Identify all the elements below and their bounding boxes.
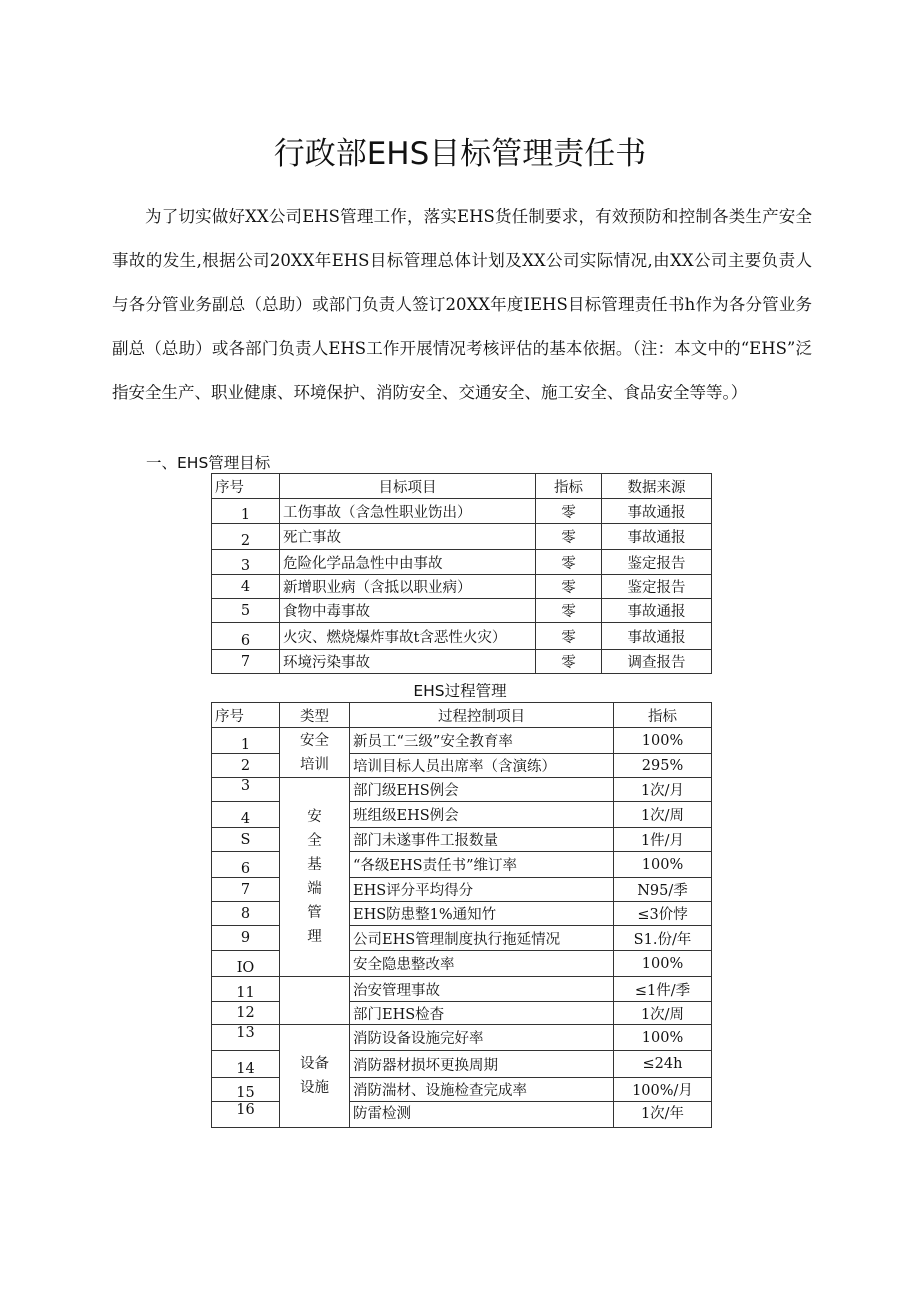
table-row	[212, 728, 712, 754]
type-text: 理	[307, 929, 322, 945]
process-item: 防雷检测	[350, 1102, 614, 1128]
type-cell-basic	[280, 778, 350, 977]
process-indicator: 1件/月	[614, 828, 712, 852]
process-item: 培训目标人员出席率（含演练）	[350, 754, 614, 778]
row-number: 4	[212, 802, 280, 828]
type-text: 全	[307, 833, 322, 849]
process-indicator: 1次/月	[614, 778, 712, 802]
row-number: 3	[212, 550, 280, 575]
document-title: 行政部EHS目标管理责任书	[273, 136, 647, 172]
data-source: 事故通报	[602, 499, 712, 524]
ehs-process-table	[211, 702, 712, 1128]
data-source: 鉴定报告	[602, 575, 712, 599]
type-text: 基	[307, 857, 322, 873]
target-indicator: 零	[536, 550, 602, 575]
process-item: 部门EHS检杳	[350, 1002, 614, 1025]
target-item: 火灾、燃烧爆炸事故t含恶性火灾）	[280, 623, 536, 650]
target-indicator: 零	[536, 650, 602, 674]
row-number: 1	[212, 499, 280, 524]
section1-heading: 一、EHS管理目标	[146, 454, 271, 472]
row-number: 14	[212, 1051, 280, 1078]
row-number: S	[212, 828, 280, 852]
row-number: 16	[212, 1102, 280, 1128]
table-header-cell: 指标	[536, 474, 602, 499]
row-number: 12	[212, 1002, 280, 1025]
target-item: 危险化学品急性中由事故	[280, 550, 536, 575]
row-number: 3	[212, 778, 280, 802]
row-number: 9	[212, 926, 280, 951]
table-row	[212, 575, 712, 599]
type-text: 设施	[300, 1080, 329, 1096]
table-header-cell: 数据来源	[602, 474, 712, 499]
process-indicator: 100%	[614, 1025, 712, 1051]
row-number: 7	[212, 878, 280, 902]
table-header-row	[212, 474, 712, 499]
process-item: 治安管理事故	[350, 977, 614, 1002]
row-number: 8	[212, 902, 280, 926]
process-indicator: ≤3价悖	[614, 902, 712, 926]
target-indicator: 零	[536, 575, 602, 599]
row-number: 2	[212, 524, 280, 550]
table-row	[212, 623, 712, 650]
table-row	[212, 778, 712, 802]
table-row	[212, 524, 712, 550]
ehs-target-table	[211, 473, 712, 674]
process-indicator: 100%	[614, 951, 712, 977]
target-item: 新增职业病（含抵以职业病）	[280, 575, 536, 599]
row-number: 13	[212, 1025, 280, 1051]
process-item: 消防湍材、设施检查完成率	[350, 1078, 614, 1102]
table-row	[212, 550, 712, 575]
process-item: 消防设备设施完好率	[350, 1025, 614, 1051]
table-row	[212, 977, 712, 1002]
process-item: 部门未遂事件工报数量	[350, 828, 614, 852]
type-cell-training	[280, 728, 350, 778]
process-indicator: 1次/周	[614, 1002, 712, 1025]
table-row	[212, 1025, 712, 1051]
type-text: 安	[307, 809, 322, 825]
process-item: 班组级EHS例会	[350, 802, 614, 828]
type-cell-empty	[280, 977, 350, 1025]
process-indicator: 100%	[614, 728, 712, 754]
process-indicator: S1.份/年	[614, 926, 712, 951]
data-source: 调查报告	[602, 650, 712, 674]
process-indicator: 295%	[614, 754, 712, 778]
row-number: IO	[212, 951, 280, 977]
data-source: 事故通报	[602, 524, 712, 550]
table-header-cell: 过程控制项目	[350, 703, 614, 728]
row-number: 4	[212, 575, 280, 599]
table-row	[212, 599, 712, 623]
process-indicator: 100%	[614, 852, 712, 878]
section2-heading: EHS过程管理	[413, 682, 507, 700]
process-item: EHS评分平均得分	[350, 878, 614, 902]
type-text: 设备	[300, 1056, 329, 1072]
table-header-cell: 类型	[280, 703, 350, 728]
target-item: 环境污染事故	[280, 650, 536, 674]
table-row	[212, 499, 712, 524]
target-indicator: 零	[536, 524, 602, 550]
process-item: “各级EHS责任书”维订率	[350, 852, 614, 878]
process-indicator: ≤1件/季	[614, 977, 712, 1002]
table-row	[212, 650, 712, 674]
data-source: 鉴定报告	[602, 550, 712, 575]
row-number: 11	[212, 977, 280, 1002]
process-item: 公司EHS管理制度执行拖延情况	[350, 926, 614, 951]
target-item: 死亡事故	[280, 524, 536, 550]
data-source: 事故通报	[602, 623, 712, 650]
table-header-cell: 指标	[614, 703, 712, 728]
row-number: 7	[212, 650, 280, 674]
table-header-row	[212, 703, 712, 728]
process-item: EHS防患整1%通知竹	[350, 902, 614, 926]
target-indicator: 零	[536, 623, 602, 650]
target-item: 工伤事故（含急性职业饬出）	[280, 499, 536, 524]
process-item: 安全隐患整改率	[350, 951, 614, 977]
process-item: 新员工“三级”安全教育率	[350, 728, 614, 754]
type-text: 管	[307, 905, 322, 921]
type-text: 培训	[300, 756, 329, 773]
table-header-cell: 目标项目	[280, 474, 536, 499]
data-source: 事故通报	[602, 599, 712, 623]
intro-paragraph: 为了切实做好XX公司EHS管理工作，落实EHS货任制要求，有效预防和控制各类生产安全事故的发生,根据公司20XX年EHS目标管理总体计划及XX公司实际情况,由XX公司主要负责人与各分管业务副总（总助）或部门负责人签订20XX年度IEHS目标管理责任书h作为各分管业务副总（总助）或各部门负责人EHS工作开展情况考核评估的基本依据。（注：本文中的“EHS”泛指安全生产、职业健康、环境保护、消防安全、交通安全、施工安全、食品安全等等。）	[112, 207, 812, 402]
process-indicator: 1次/年	[614, 1102, 712, 1128]
row-number: 1	[212, 728, 280, 754]
row-number: 2	[212, 754, 280, 778]
row-number: 6	[212, 623, 280, 650]
process-indicator: ≤24h	[614, 1051, 712, 1078]
process-item: 消防器材损坏更换周期	[350, 1051, 614, 1078]
row-number: 15	[212, 1078, 280, 1102]
type-cell-facility	[280, 1025, 350, 1128]
type-text: 安全	[300, 732, 329, 749]
type-text: 端	[307, 881, 322, 897]
process-indicator: 100%/月	[614, 1078, 712, 1102]
target-indicator: 零	[536, 499, 602, 524]
table-header-cell: 序号	[212, 703, 280, 728]
process-item: 部门级EHS例会	[350, 778, 614, 802]
process-indicator: 1次/周	[614, 802, 712, 828]
target-item: 食物中毒事故	[280, 599, 536, 623]
row-number: 6	[212, 852, 280, 878]
target-indicator: 零	[536, 599, 602, 623]
row-number: 5	[212, 599, 280, 623]
table-header-cell: 序号	[212, 474, 280, 499]
process-indicator: N95/季	[614, 878, 712, 902]
